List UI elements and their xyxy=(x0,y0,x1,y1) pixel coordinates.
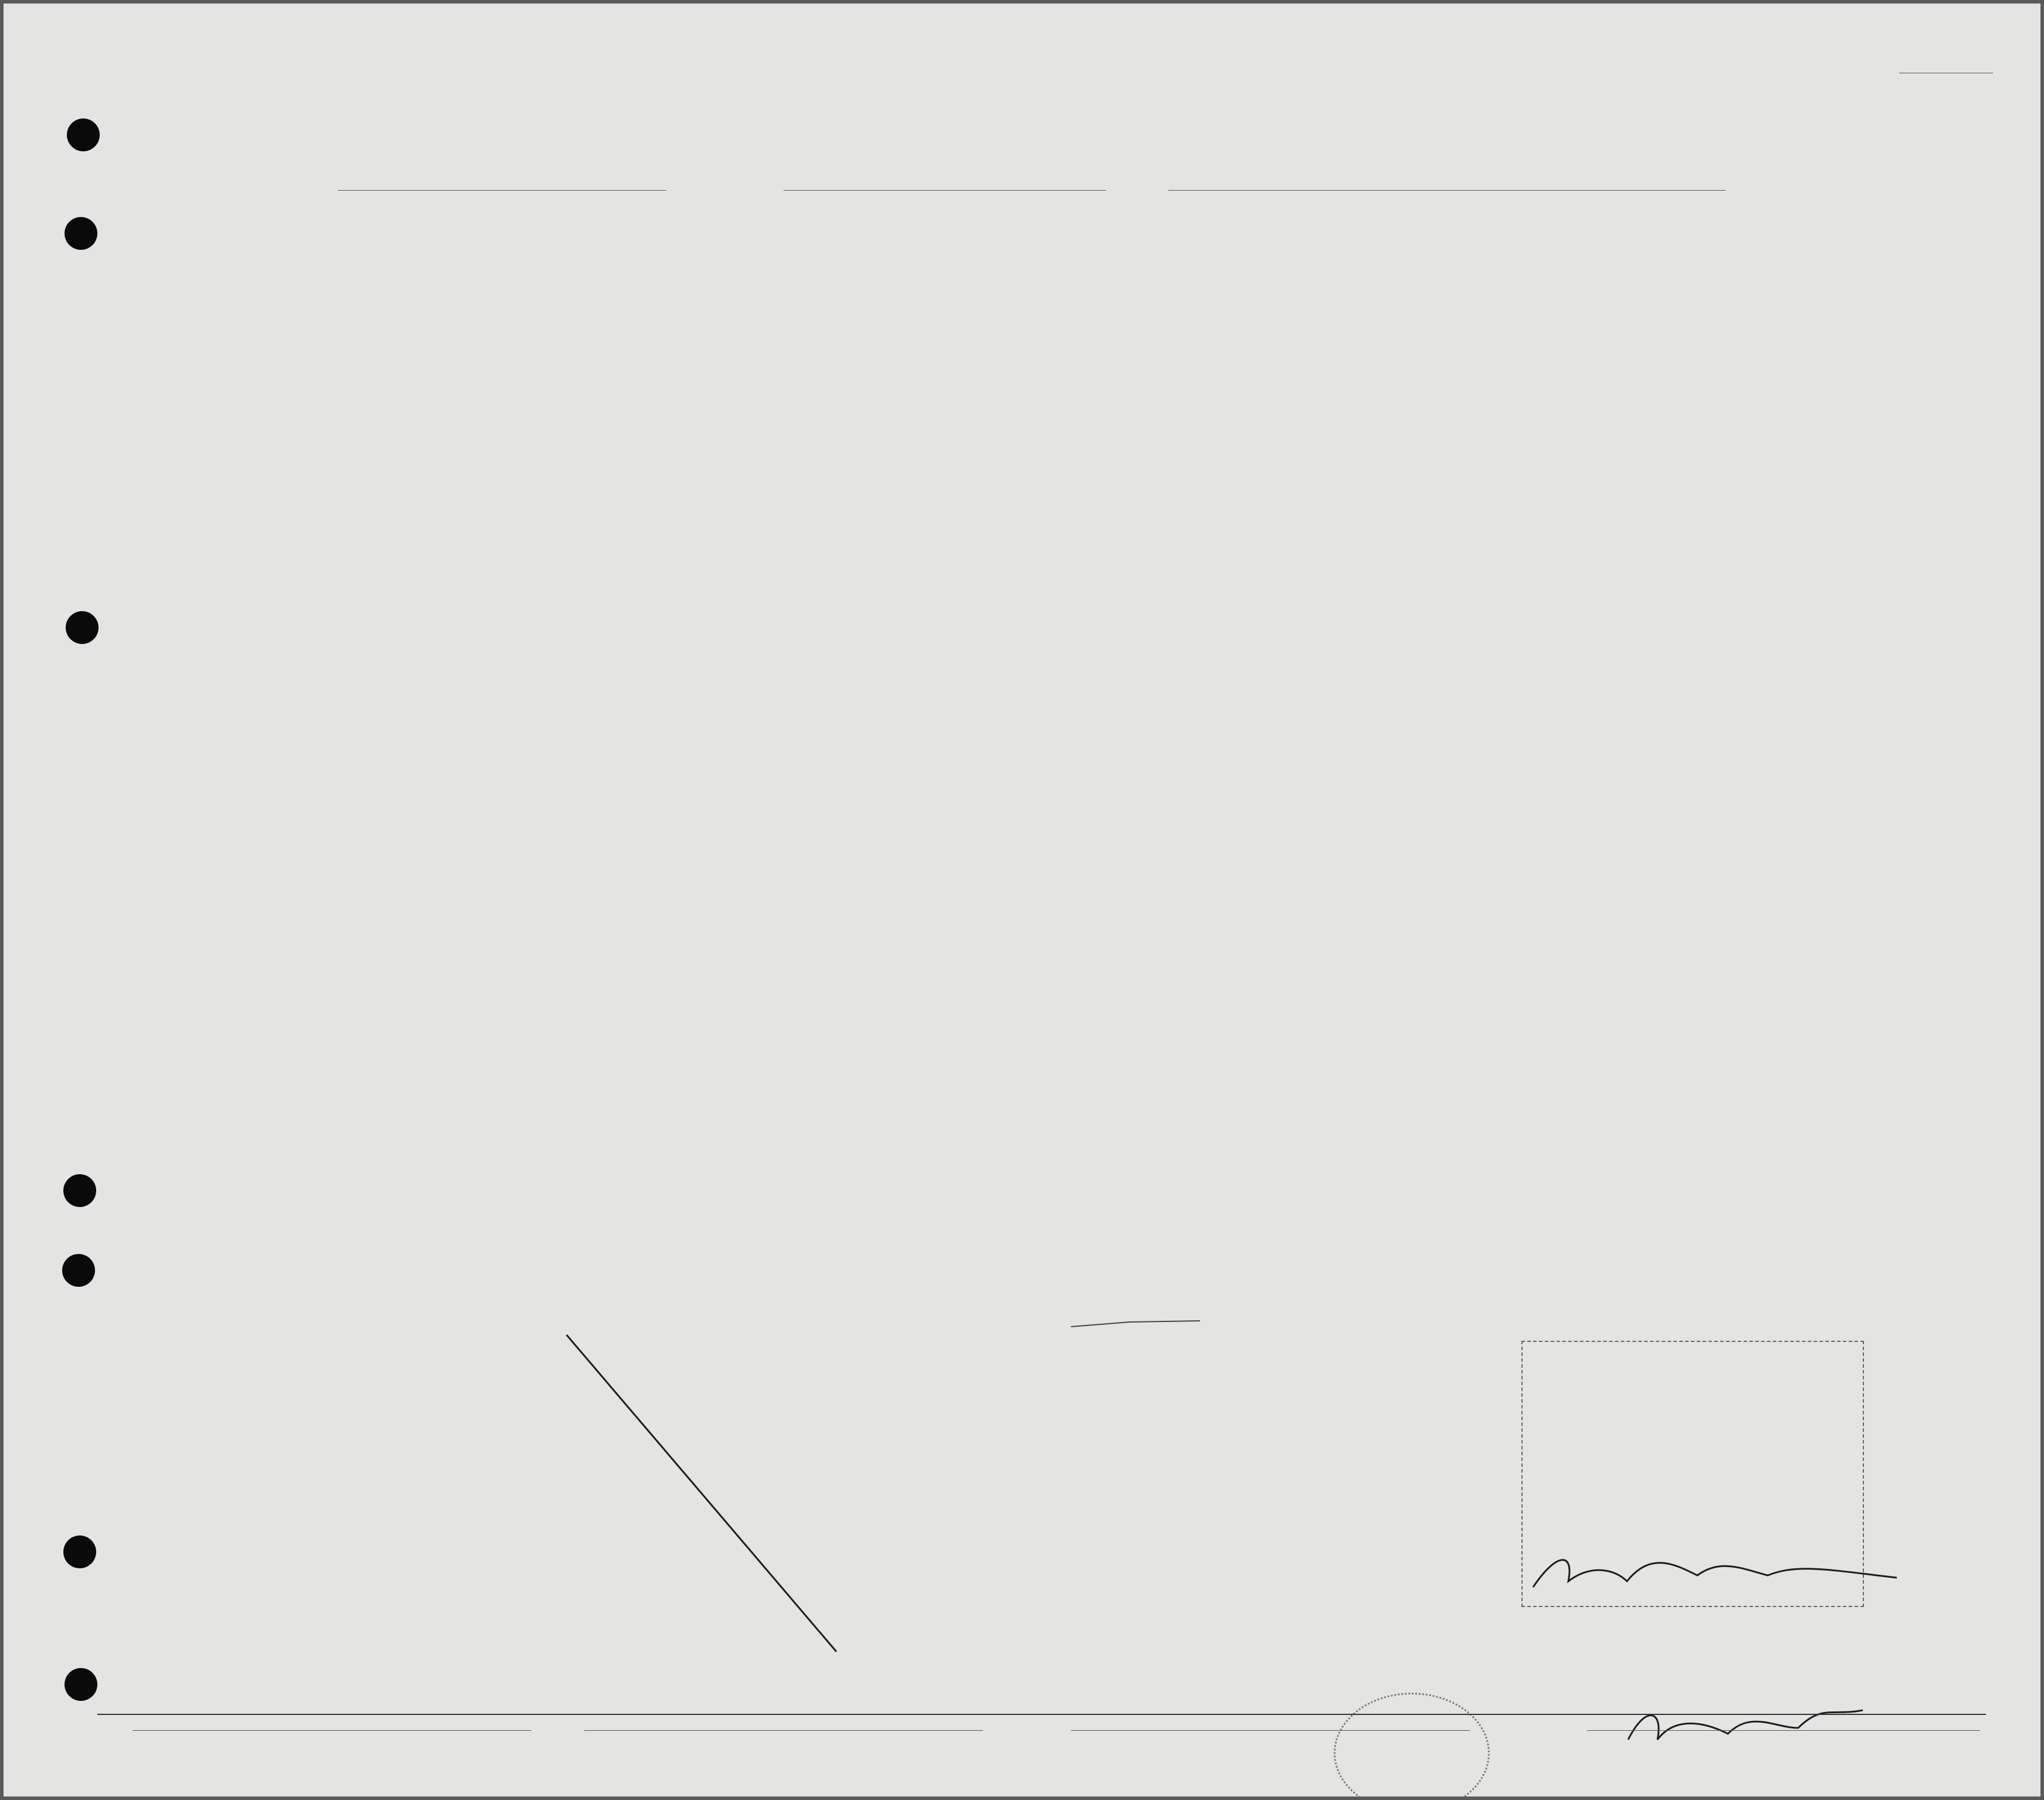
footer-agents-underline xyxy=(1071,1730,1470,1731)
footer-line-underline xyxy=(133,1730,531,1731)
footer-top-rule xyxy=(97,1714,1986,1715)
diagonal-closing-stroke xyxy=(567,1335,836,1652)
footer-officer-underline xyxy=(1587,1730,1980,1731)
immigration-officer-signature xyxy=(1622,1693,1869,1763)
footer-owners-underline xyxy=(584,1730,983,1731)
age-column-stroke xyxy=(1071,1321,1200,1327)
manifest-sheet xyxy=(4,4,2040,1796)
consul-signature xyxy=(1521,1528,1909,1611)
